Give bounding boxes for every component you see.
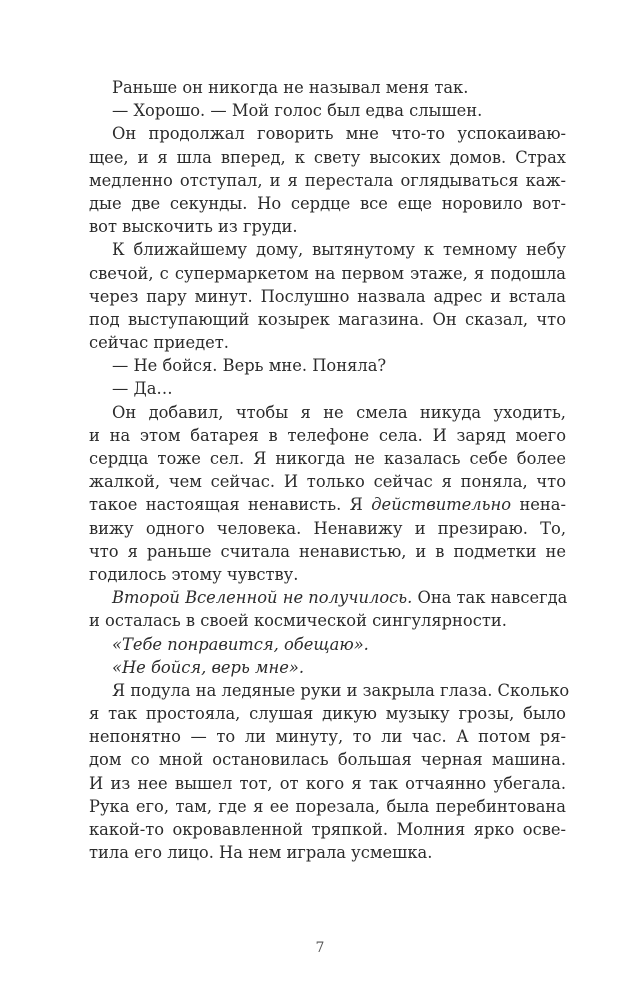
text-line xyxy=(89,122,566,145)
text-segment: через пару минут. Послушно назвала адрес и встала xyxy=(89,286,566,306)
text-segment: вижу одного человека. Ненавижу и презираю. То, xyxy=(89,518,566,538)
text-line xyxy=(89,517,566,540)
text-segment: Она так навсегда xyxy=(412,588,568,608)
text-segment: Он продолжал говорить мне что-то успокаиваю- xyxy=(112,124,566,144)
text-line xyxy=(89,377,566,400)
text-line xyxy=(89,679,570,702)
text-line xyxy=(89,308,566,331)
text-segment: и на этом батарея в телефоне села. И заряд моего xyxy=(89,425,566,445)
text-line xyxy=(89,192,566,215)
text-segment: вот выскочить из груди. xyxy=(89,217,298,237)
text-line xyxy=(89,702,566,725)
text-segment: какой-то окровавленной тряпкой. Молния ярко осве- xyxy=(89,820,566,839)
text-segment: нена- xyxy=(511,495,566,515)
text-line xyxy=(89,586,566,609)
text-line xyxy=(89,470,566,493)
text-line xyxy=(89,285,566,308)
italic-text: Второй Вселенной не получилось. xyxy=(112,588,413,608)
text-line xyxy=(89,146,566,169)
text-segment: И из нее вышел тот, от кого я так отчаянно убегала. xyxy=(89,773,566,793)
text-segment: — Да… xyxy=(112,379,173,399)
text-segment: годилось этому чувству. xyxy=(89,564,299,584)
text-line xyxy=(89,563,566,586)
text-line xyxy=(89,748,566,771)
text-line xyxy=(89,215,566,238)
book-page-text xyxy=(89,76,570,864)
text-line xyxy=(89,725,566,748)
text-line xyxy=(89,633,566,656)
text-segment: дом со мной остановилась большая черная машина. xyxy=(89,750,566,770)
text-line xyxy=(89,401,566,424)
text-segment: сердца тоже сел. Я никогда не казалась себе более xyxy=(89,449,566,468)
text-segment: Он добавил, чтобы я не смела никуда уходить, xyxy=(112,402,566,422)
text-line xyxy=(89,76,566,99)
text-segment: Рука его, там, где я ее порезала, была перебинтована xyxy=(89,796,566,816)
text-segment: я так простояла, слушая дикую музыку грозы, было xyxy=(89,704,566,724)
text-line xyxy=(89,493,566,516)
page-number: 7 xyxy=(315,940,325,956)
text-segment: медленно отступал, и я перестала оглядываться каж- xyxy=(89,170,566,190)
italic-text: действительно xyxy=(371,495,512,515)
text-segment: дые две секунды. Но сердце все еще норовило вот- xyxy=(89,193,566,213)
text-line xyxy=(89,169,566,192)
text-segment: непонятно — то ли минуту, то ли час. А потом ря- xyxy=(89,727,566,747)
text-segment: и осталась в своей космической сингулярности. xyxy=(89,611,507,631)
text-line xyxy=(89,447,566,470)
text-line xyxy=(89,331,566,354)
text-line xyxy=(89,262,566,285)
text-line xyxy=(89,818,566,841)
text-line xyxy=(89,841,566,864)
text-line xyxy=(89,238,566,261)
text-segment: тила его лицо. На нем играла усмешка. xyxy=(89,843,433,863)
italic-text: «Не бойся, верь мне». xyxy=(112,657,305,677)
text-segment: щее, и я шла вперед, к свету высоких домов. Страх xyxy=(89,147,566,167)
text-segment: такое настоящая ненависть. Я xyxy=(89,495,372,515)
text-line xyxy=(89,540,566,563)
text-segment: Раньше он никогда не называл меня так. xyxy=(112,78,469,97)
text-segment: Я подула на ледяные руки и закрыла глаза. Сколько xyxy=(112,680,570,700)
text-segment: — Не бойся. Верь мне. Поняла? xyxy=(112,356,387,376)
text-line xyxy=(89,772,566,795)
text-line xyxy=(89,609,566,632)
text-line xyxy=(89,424,566,447)
text-line xyxy=(89,795,566,818)
text-line xyxy=(89,656,566,679)
text-segment: жалкой, чем сейчас. И только сейчас я поняла, что xyxy=(89,472,566,492)
text-segment: что я раньше считала ненавистью, и в подметки не xyxy=(89,541,566,561)
text-line xyxy=(89,354,566,377)
text-segment: сейчас приедет. xyxy=(89,333,229,353)
text-segment: свечой, с супермаркетом на первом этаже, я подошла xyxy=(89,263,566,283)
text-segment: К ближайшему дому, вытянутому к темному небу xyxy=(112,240,566,260)
text-line xyxy=(89,99,566,122)
text-segment: — Хорошо. — Мой голос был едва слышен. xyxy=(112,101,483,121)
text-segment: под выступающий козырек магазина. Он сказал, что xyxy=(89,309,566,329)
italic-text: «Тебе понравится, обещаю». xyxy=(112,634,369,654)
